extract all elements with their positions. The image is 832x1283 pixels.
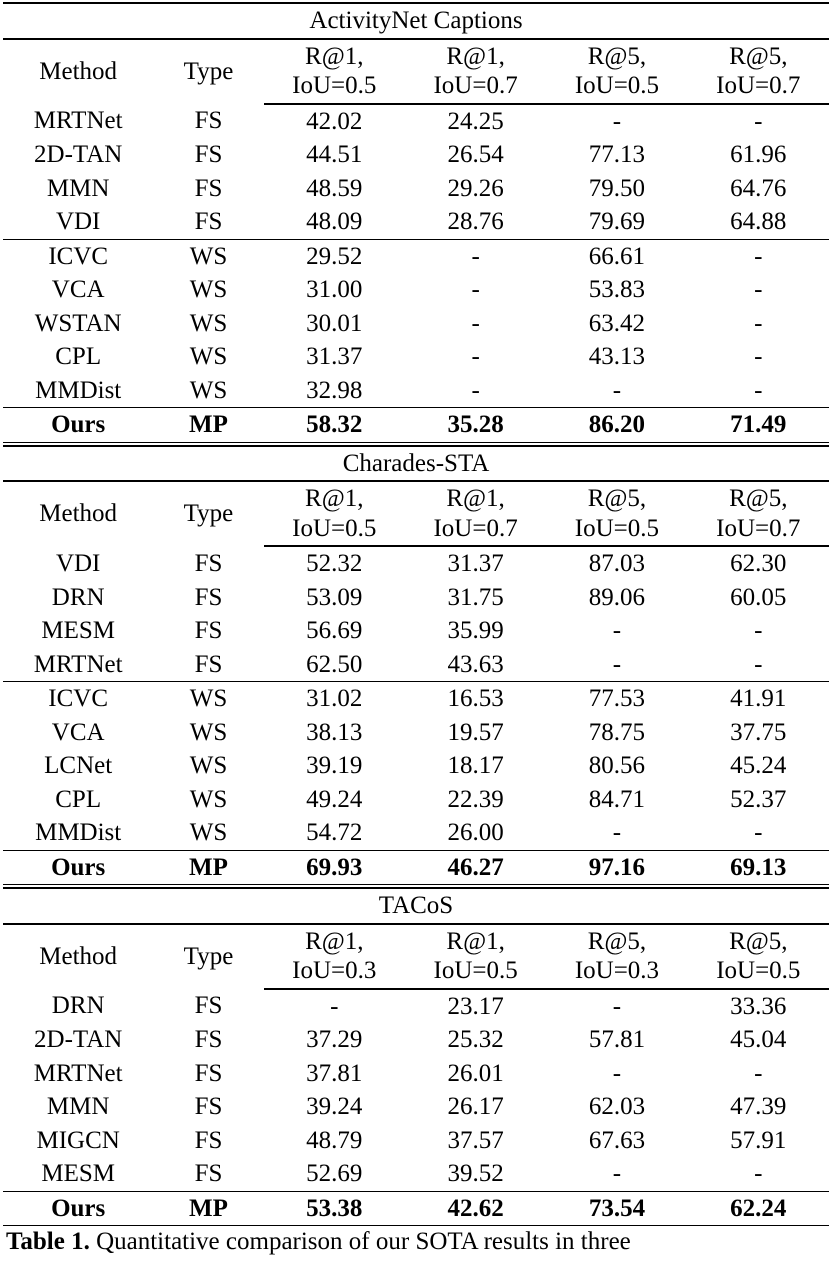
- table-row: [3, 408, 829, 443]
- cell-value: -: [688, 1157, 829, 1191]
- cell-value: -: [754, 617, 763, 644]
- cell-type: WS: [189, 718, 228, 746]
- cell-value: 48.59: [306, 174, 363, 202]
- cell-value: 53.09: [306, 583, 363, 611]
- cell-value: 63.42: [588, 309, 646, 337]
- header-metric-bottom: IoU=0.7: [405, 514, 546, 547]
- cell-value: 43.63: [405, 648, 546, 682]
- cell-value: -: [330, 992, 339, 1020]
- cell-value: 52.37: [730, 785, 787, 813]
- cell-value: 26.00: [405, 816, 546, 850]
- cell-type: FS: [194, 1093, 223, 1120]
- cell-value: 37.81: [306, 1059, 363, 1087]
- cell-value: 29.52: [306, 242, 363, 270]
- header-method: Method: [39, 57, 118, 85]
- cell-value: -: [546, 648, 687, 682]
- cell-value: 62.03: [588, 1093, 646, 1120]
- table-row: [3, 648, 829, 682]
- cell-type: WS: [189, 785, 228, 813]
- header-metric-bottom: IoU=0.5: [264, 71, 405, 104]
- table-caption: [6, 1228, 826, 1257]
- cell-value: -: [546, 816, 687, 850]
- cell-value: -: [405, 374, 546, 408]
- cell-value: -: [471, 276, 480, 303]
- cell-value: 33.36: [730, 992, 787, 1020]
- cell-value: 62.30: [730, 550, 787, 577]
- cell-value: 48.79: [306, 1126, 363, 1154]
- cell-method: DRN: [51, 992, 105, 1019]
- cell-method: MMN: [46, 174, 110, 202]
- cell-type: WS: [189, 276, 228, 303]
- cell-value: 47.39: [730, 1093, 787, 1120]
- cell-method: Ours: [3, 408, 153, 443]
- cell-value: -: [688, 816, 829, 850]
- table-row: [3, 783, 829, 817]
- cell-value: 80.56: [588, 752, 646, 779]
- cell-type: FS: [194, 174, 223, 202]
- paper-table-figure: [0, 2, 832, 1257]
- cell-value: 41.91: [730, 685, 787, 712]
- cell-value: 84.71: [588, 785, 646, 813]
- cell-value: 31.37: [306, 343, 363, 370]
- cell-value: 48.09: [264, 205, 405, 239]
- cell-type: FS: [194, 107, 223, 134]
- cell-value: -: [754, 276, 763, 303]
- header-metric-top: R@1,: [305, 485, 364, 512]
- cell-value: 54.72: [264, 816, 405, 850]
- table-row: [3, 172, 829, 206]
- header-method: Method: [39, 942, 118, 970]
- cell-method: 2D-TAN: [34, 1026, 123, 1053]
- cell-method: DRN: [51, 583, 105, 611]
- table-row: [3, 581, 829, 615]
- cell-value: 57.91: [730, 1126, 787, 1154]
- header-metric-bottom: IoU=0.7: [688, 71, 829, 104]
- table-row: [3, 374, 829, 408]
- cell-method: Ours: [3, 1191, 153, 1226]
- cell-type: FS: [153, 1157, 263, 1191]
- column-header-row: [3, 924, 829, 957]
- header-metric-bottom: IoU=0.3: [546, 956, 687, 989]
- cell-value: -: [612, 617, 622, 644]
- cell-type: MP: [153, 1191, 263, 1226]
- cell-method: CPL: [55, 785, 102, 813]
- results-table: [3, 445, 829, 886]
- cell-value: 38.13: [306, 718, 363, 746]
- results-tables-container: [0, 2, 832, 1226]
- cell-method: MESM: [41, 617, 115, 644]
- table-row: [3, 1057, 829, 1091]
- cell-value: 35.28: [405, 408, 546, 443]
- cell-method: ICVC: [48, 242, 109, 270]
- table-row: [3, 273, 829, 307]
- table-row: [3, 1157, 829, 1191]
- table-row: [3, 1023, 829, 1057]
- cell-method: WSTAN: [34, 309, 122, 337]
- header-metric-top: R@5,: [587, 927, 647, 955]
- header-metric-bottom: IoU=0.7: [688, 514, 829, 547]
- dataset-title-row: [3, 3, 829, 39]
- column-header-row: [3, 39, 829, 72]
- header-type: Type: [183, 942, 234, 970]
- cell-type: FS: [153, 205, 263, 239]
- cell-value: 66.61: [588, 242, 646, 270]
- cell-value: 57.81: [588, 1026, 646, 1053]
- header-metric-top: R@1,: [305, 927, 364, 955]
- header-metric-bottom: IoU=0.5: [264, 514, 405, 547]
- table-row: [3, 1191, 829, 1226]
- cell-value: 39.24: [306, 1093, 363, 1120]
- cell-type: WS: [189, 242, 228, 270]
- cell-value: 78.75: [588, 718, 646, 746]
- cell-value: 97.16: [546, 850, 687, 885]
- cell-method: MMDist: [3, 374, 153, 408]
- header-metric-top: R@5,: [587, 485, 647, 512]
- cell-value: -: [471, 242, 480, 270]
- cell-value: 16.53: [447, 685, 504, 712]
- header-metric-top: R@1,: [446, 485, 505, 512]
- cell-method: Ours: [3, 850, 153, 885]
- cell-method: CPL: [55, 343, 102, 370]
- cell-value: 39.19: [306, 752, 363, 779]
- cell-value: 31.00: [306, 276, 363, 303]
- cell-value: 42.02: [306, 107, 363, 135]
- header-metric-top: R@1,: [305, 42, 364, 70]
- header-metric-bottom: IoU=0.5: [546, 71, 687, 104]
- cell-method: MESM: [3, 1157, 153, 1191]
- cell-value: 60.05: [730, 583, 787, 611]
- cell-value: -: [688, 648, 829, 682]
- cell-method: LCNet: [44, 752, 113, 779]
- cell-value: 37.29: [306, 1026, 363, 1053]
- cell-value: 77.53: [588, 685, 646, 712]
- cell-value: -: [612, 1059, 622, 1087]
- cell-type: WS: [189, 752, 228, 779]
- table-row: [3, 239, 829, 273]
- cell-value: 79.69: [546, 205, 687, 239]
- cell-value: 45.04: [730, 1026, 787, 1053]
- table-row: [3, 138, 829, 172]
- cell-value: -: [471, 343, 480, 370]
- cell-type: WS: [189, 685, 228, 712]
- cell-type: FS: [194, 1059, 223, 1087]
- cell-value: 30.01: [306, 309, 363, 337]
- cell-type: FS: [194, 1126, 223, 1154]
- cell-method: VCA: [51, 718, 105, 746]
- cell-value: 43.13: [588, 343, 646, 370]
- cell-value: 77.13: [588, 141, 646, 168]
- cell-type: FS: [153, 648, 263, 682]
- cell-method: MMN: [46, 1093, 110, 1120]
- cell-type: FS: [194, 1026, 223, 1053]
- cell-type: MP: [153, 850, 263, 885]
- cell-value: 86.20: [546, 408, 687, 443]
- cell-value: 62.50: [264, 648, 405, 682]
- cell-method: ICVC: [48, 685, 109, 712]
- cell-type: FS: [194, 617, 223, 644]
- caption-label: Table 1.: [6, 1228, 90, 1255]
- cell-value: 69.13: [688, 850, 829, 885]
- header-metric-bottom: IoU=0.5: [546, 514, 687, 547]
- cell-value: 26.01: [447, 1059, 504, 1087]
- header-metric-top: R@1,: [446, 42, 505, 70]
- cell-value: 26.17: [447, 1093, 504, 1120]
- cell-type: WS: [153, 816, 263, 850]
- header-metric-top: R@1,: [446, 927, 505, 955]
- cell-value: 87.03: [588, 550, 646, 577]
- cell-value: 56.69: [306, 617, 363, 644]
- table-row: [3, 104, 829, 139]
- cell-value: 64.88: [688, 205, 829, 239]
- cell-type: WS: [189, 343, 228, 370]
- cell-method: MRTNet: [33, 1059, 123, 1087]
- cell-value: -: [612, 107, 622, 135]
- header-type: Type: [183, 57, 234, 85]
- header-metric-top: R@5,: [729, 42, 788, 70]
- header-type: Type: [183, 500, 234, 528]
- header-metric-top: R@5,: [729, 485, 788, 512]
- dataset-title-row: [3, 446, 829, 482]
- dataset-title: ActivityNet Captions: [3, 3, 829, 39]
- table-row: [3, 307, 829, 341]
- cell-value: -: [471, 309, 480, 337]
- cell-type: FS: [194, 549, 223, 577]
- dataset-title: Charades-STA: [3, 446, 829, 482]
- table-row: [3, 1090, 829, 1124]
- results-table: [3, 887, 829, 1226]
- cell-value: 35.99: [447, 617, 504, 644]
- header-metric-bottom: IoU=0.7: [405, 71, 546, 104]
- cell-value: 31.75: [447, 583, 504, 611]
- cell-value: 46.27: [405, 850, 546, 885]
- cell-value: -: [754, 343, 763, 370]
- header-metric-bottom: IoU=0.5: [405, 956, 546, 989]
- cell-value: 71.49: [688, 408, 829, 443]
- cell-value: 25.32: [447, 1026, 504, 1053]
- cell-value: 58.32: [264, 408, 405, 443]
- table-row: [3, 850, 829, 885]
- dataset-title-row: [3, 888, 829, 924]
- table-row: [3, 546, 829, 581]
- cell-value: -: [546, 374, 687, 408]
- cell-method: VDI: [3, 205, 153, 239]
- cell-method: MIGCN: [36, 1126, 120, 1154]
- cell-method: 2D-TAN: [34, 141, 123, 168]
- cell-type: FS: [194, 992, 223, 1019]
- cell-value: 89.06: [588, 583, 646, 611]
- table-row: [3, 1124, 829, 1158]
- cell-value: 29.26: [447, 174, 504, 202]
- cell-value: 45.24: [730, 752, 787, 779]
- cell-value: 31.37: [447, 550, 504, 577]
- cell-value: 39.52: [405, 1157, 546, 1191]
- cell-value: 52.69: [264, 1157, 405, 1191]
- cell-type: FS: [194, 141, 223, 168]
- cell-value: 64.76: [730, 174, 787, 202]
- table-row: [3, 682, 829, 716]
- cell-value: 22.39: [447, 785, 504, 813]
- cell-method: MMDist: [3, 816, 153, 850]
- table-row: [3, 205, 829, 239]
- cell-value: 28.76: [405, 205, 546, 239]
- cell-value: 62.24: [688, 1191, 829, 1226]
- results-table: [3, 2, 829, 443]
- header-metric-bottom: IoU=0.5: [688, 956, 829, 989]
- cell-value: -: [688, 374, 829, 408]
- cell-value: 61.96: [730, 141, 787, 168]
- header-metric-top: R@5,: [587, 42, 647, 70]
- cell-method: MRTNet: [3, 648, 153, 682]
- cell-value: 52.32: [306, 550, 363, 577]
- cell-value: 26.54: [447, 141, 504, 168]
- cell-value: -: [754, 107, 763, 135]
- cell-method: MRTNet: [33, 107, 123, 134]
- cell-value: 18.17: [447, 752, 504, 779]
- cell-value: 24.25: [447, 107, 504, 135]
- cell-type: MP: [153, 408, 263, 443]
- cell-type: FS: [194, 583, 223, 611]
- cell-type: WS: [153, 374, 263, 408]
- cell-value: 31.02: [306, 685, 363, 712]
- cell-type: WS: [189, 309, 228, 337]
- header-metric-bottom: IoU=0.3: [264, 956, 405, 989]
- caption-text: Quantitative comparison of our SOTA results in three: [96, 1228, 631, 1255]
- cell-value: -: [754, 1059, 763, 1087]
- cell-value: 67.63: [588, 1126, 646, 1154]
- cell-value: 42.62: [405, 1191, 546, 1226]
- cell-value: -: [754, 309, 763, 337]
- cell-value: -: [754, 242, 763, 270]
- table-row: [3, 749, 829, 783]
- cell-value: 49.24: [306, 785, 363, 813]
- cell-method: VDI: [55, 549, 101, 577]
- cell-value: 79.50: [588, 174, 646, 202]
- cell-method: VCA: [51, 276, 105, 303]
- cell-value: 32.98: [264, 374, 405, 408]
- cell-value: 23.17: [447, 992, 504, 1020]
- header-method: Method: [39, 500, 118, 528]
- cell-value: 53.38: [264, 1191, 405, 1226]
- table-row: [3, 614, 829, 648]
- dataset-title: TACoS: [3, 888, 829, 924]
- cell-value: 53.83: [588, 276, 646, 303]
- cell-value: 73.54: [546, 1191, 687, 1226]
- table-row: [3, 816, 829, 850]
- header-metric-top: R@5,: [729, 927, 788, 955]
- column-header-row: [3, 481, 829, 514]
- table-row: [3, 716, 829, 750]
- cell-value: 19.57: [447, 718, 504, 746]
- cell-value: 37.75: [730, 718, 787, 746]
- cell-value: -: [546, 1157, 687, 1191]
- cell-value: 37.57: [447, 1126, 504, 1154]
- cell-value: 69.93: [264, 850, 405, 885]
- cell-value: 44.51: [306, 141, 363, 168]
- table-row: [3, 989, 829, 1024]
- table-row: [3, 340, 829, 374]
- cell-value: -: [612, 992, 622, 1020]
